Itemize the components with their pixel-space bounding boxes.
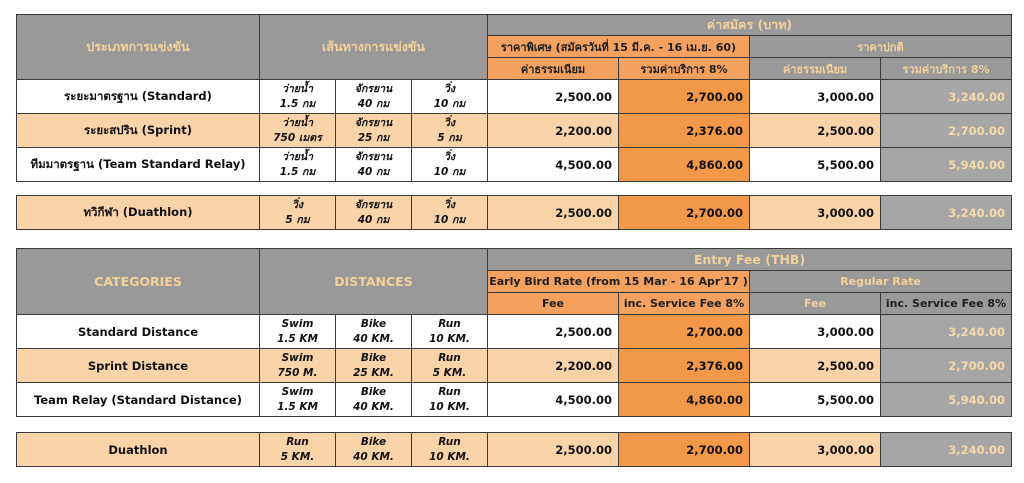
distance-label: Run (438, 317, 461, 330)
distance-value: 40 กม (357, 97, 390, 110)
table-row (17, 114, 1012, 148)
distance-label: Bike (360, 385, 387, 398)
category-cell: Duathlon (17, 433, 260, 467)
category-cell: ระยะมาตรฐาน (Standard) (17, 80, 260, 114)
distance-label: Run (438, 385, 461, 398)
distance-label: วิ่ง (443, 198, 456, 211)
distance-value: 5 KM. (280, 450, 315, 463)
distance-label: จักรยาน (354, 116, 393, 129)
fee-header: Fee (488, 293, 619, 315)
regular-fee-cell: 2,500.00 (750, 114, 881, 148)
distance-label: Run (438, 351, 461, 364)
distance-value: 1.5 KM (277, 332, 318, 345)
distance-label: Bike (360, 317, 387, 330)
regular-incl-fee-cell: 3,240.00 (881, 80, 1012, 114)
incl-fee-cell: 2,700.00 (619, 315, 750, 349)
regular-incl-fee-cell: 3,240.00 (881, 315, 1012, 349)
distance-value: 10 KM. (429, 450, 470, 463)
category-cell: ทวิกีฬา (Duathlon) (17, 196, 260, 230)
incl-fee-cell: 2,376.00 (619, 114, 750, 148)
regular-incl-fee-cell: 5,940.00 (881, 148, 1012, 182)
distance-label: Swim (281, 385, 314, 398)
route-header: DISTANCES (260, 249, 488, 315)
regular-incl-service-header: รวมค่าบริการ 8% (881, 58, 1012, 80)
regular-fee-cell: 5,500.00 (750, 148, 881, 182)
distance-value: 10 KM. (429, 400, 470, 413)
regular-incl-fee-cell: 3,240.00 (881, 196, 1012, 230)
distance-value: 10 กม (433, 165, 466, 178)
distance-label: วิ่ง (291, 198, 304, 211)
distance-value: 10 กม (433, 97, 466, 110)
distance-label: ว่ายน้ำ (281, 82, 314, 95)
regular-fee-header: Fee (750, 293, 881, 315)
regular-rate-header: Regular Rate (750, 271, 1012, 293)
incl-fee-cell: 2,700.00 (619, 196, 750, 230)
table-row (17, 383, 1012, 417)
regular-incl-fee-cell: 3,240.00 (881, 433, 1012, 467)
table-row (17, 148, 1012, 182)
distance-label: Bike (360, 435, 387, 448)
special-rate-header: Early Bird Rate (from 15 Mar - 16 Apr'17 ) (488, 271, 750, 293)
distance-value: 750 เมตร (273, 131, 322, 144)
distance-label: จักรยาน (354, 150, 393, 163)
distance-label: ว่ายน้ำ (281, 116, 314, 129)
incl-fee-cell: 4,860.00 (619, 148, 750, 182)
regular-fee-cell: 2,500.00 (750, 349, 881, 383)
distance-label: Swim (281, 317, 314, 330)
fee-cell: 4,500.00 (488, 383, 619, 417)
distance-value: 5 กม (285, 213, 310, 226)
regular-incl-fee-cell: 2,700.00 (881, 349, 1012, 383)
regular-fee-cell: 3,000.00 (750, 315, 881, 349)
distance-label: วิ่ง (443, 82, 456, 95)
category-cell: ระยะสปริน (Sprint) (17, 114, 260, 148)
regular-incl-fee-cell: 5,940.00 (881, 383, 1012, 417)
incl-service-header: รวมค่าบริการ 8% (619, 58, 750, 80)
distance-label: วิ่ง (443, 116, 456, 129)
distance-label: จักรยาน (354, 82, 393, 95)
regular-incl-fee-cell: 2,700.00 (881, 114, 1012, 148)
distance-label: Run (286, 435, 309, 448)
table-row (17, 80, 1012, 114)
category-cell: Sprint Distance (17, 349, 260, 383)
distance-value: 25 กม (357, 131, 390, 144)
category-cell: ทีมมาตรฐาน (Team Standard Relay) (17, 148, 260, 182)
incl-fee-cell: 2,376.00 (619, 349, 750, 383)
table-row (17, 196, 1012, 230)
distance-value: 40 KM. (353, 400, 394, 413)
fee-cell: 2,200.00 (488, 114, 619, 148)
fee-title: Entry Fee (THB) (488, 249, 1012, 271)
table-row (17, 349, 1012, 383)
fee-cell: 4,500.00 (488, 148, 619, 182)
route-header: เส้นทางการแข่งขัน (260, 15, 488, 80)
incl-fee-cell: 4,860.00 (619, 383, 750, 417)
table-row (17, 433, 1012, 467)
distance-label: ว่ายน้ำ (281, 150, 314, 163)
distance-label: Run (438, 435, 461, 448)
fee-header: ค่าธรรมเนียม (488, 58, 619, 80)
distance-value: 750 M. (277, 366, 318, 379)
distance-value: 40 กม (357, 165, 390, 178)
distance-value: 1.5 KM (277, 400, 318, 413)
fee-title: ค่าสมัคร (บาท) (488, 15, 1012, 36)
fee-cell: 2,500.00 (488, 80, 619, 114)
distance-value: 5 KM. (432, 366, 467, 379)
distance-label: Bike (360, 351, 387, 364)
regular-fee-cell: 3,000.00 (750, 80, 881, 114)
fee-cell: 2,500.00 (488, 433, 619, 467)
distance-value: 1.5 กม (279, 97, 316, 110)
regular-incl-service-header: inc. Service Fee 8% (881, 293, 1012, 315)
category-cell: Team Relay (Standard Distance) (17, 383, 260, 417)
regular-fee-cell: 5,500.00 (750, 383, 881, 417)
distance-value: 25 KM. (353, 366, 394, 379)
incl-service-header: inc. Service Fee 8% (619, 293, 750, 315)
distance-value: 5 กม (437, 131, 462, 144)
regular-fee-cell: 3,000.00 (750, 433, 881, 467)
incl-fee-cell: 2,700.00 (619, 80, 750, 114)
distance-label: วิ่ง (443, 150, 456, 163)
distance-value: 10 KM. (429, 332, 470, 345)
fee-cell: 2,200.00 (488, 349, 619, 383)
category-header: ประเภทการแข่งขัน (17, 15, 260, 80)
fee-cell: 2,500.00 (488, 315, 619, 349)
table-row (17, 315, 1012, 349)
regular-rate-header: ราคาปกติ (750, 36, 1012, 58)
distance-value: 40 KM. (353, 450, 394, 463)
regular-fee-cell: 3,000.00 (750, 196, 881, 230)
english-fee-table (16, 248, 1012, 467)
category-header: CATEGORIES (17, 249, 260, 315)
regular-fee-header: ค่าธรรมเนียม (750, 58, 881, 80)
distance-value: 10 กม (433, 213, 466, 226)
category-cell: Standard Distance (17, 315, 260, 349)
special-rate-header: ราคาพิเศษ (สมัครวันที่ 15 มี.ค. - 16 เม.ย. 60) (488, 36, 750, 58)
incl-fee-cell: 2,700.00 (619, 433, 750, 467)
thai-fee-table (16, 14, 1012, 230)
fee-cell: 2,500.00 (488, 196, 619, 230)
distance-value: 40 KM. (353, 332, 394, 345)
distance-value: 1.5 กม (279, 165, 316, 178)
distance-value: 40 กม (357, 213, 390, 226)
distance-label: จักรยาน (354, 198, 393, 211)
distance-label: Swim (281, 351, 314, 364)
